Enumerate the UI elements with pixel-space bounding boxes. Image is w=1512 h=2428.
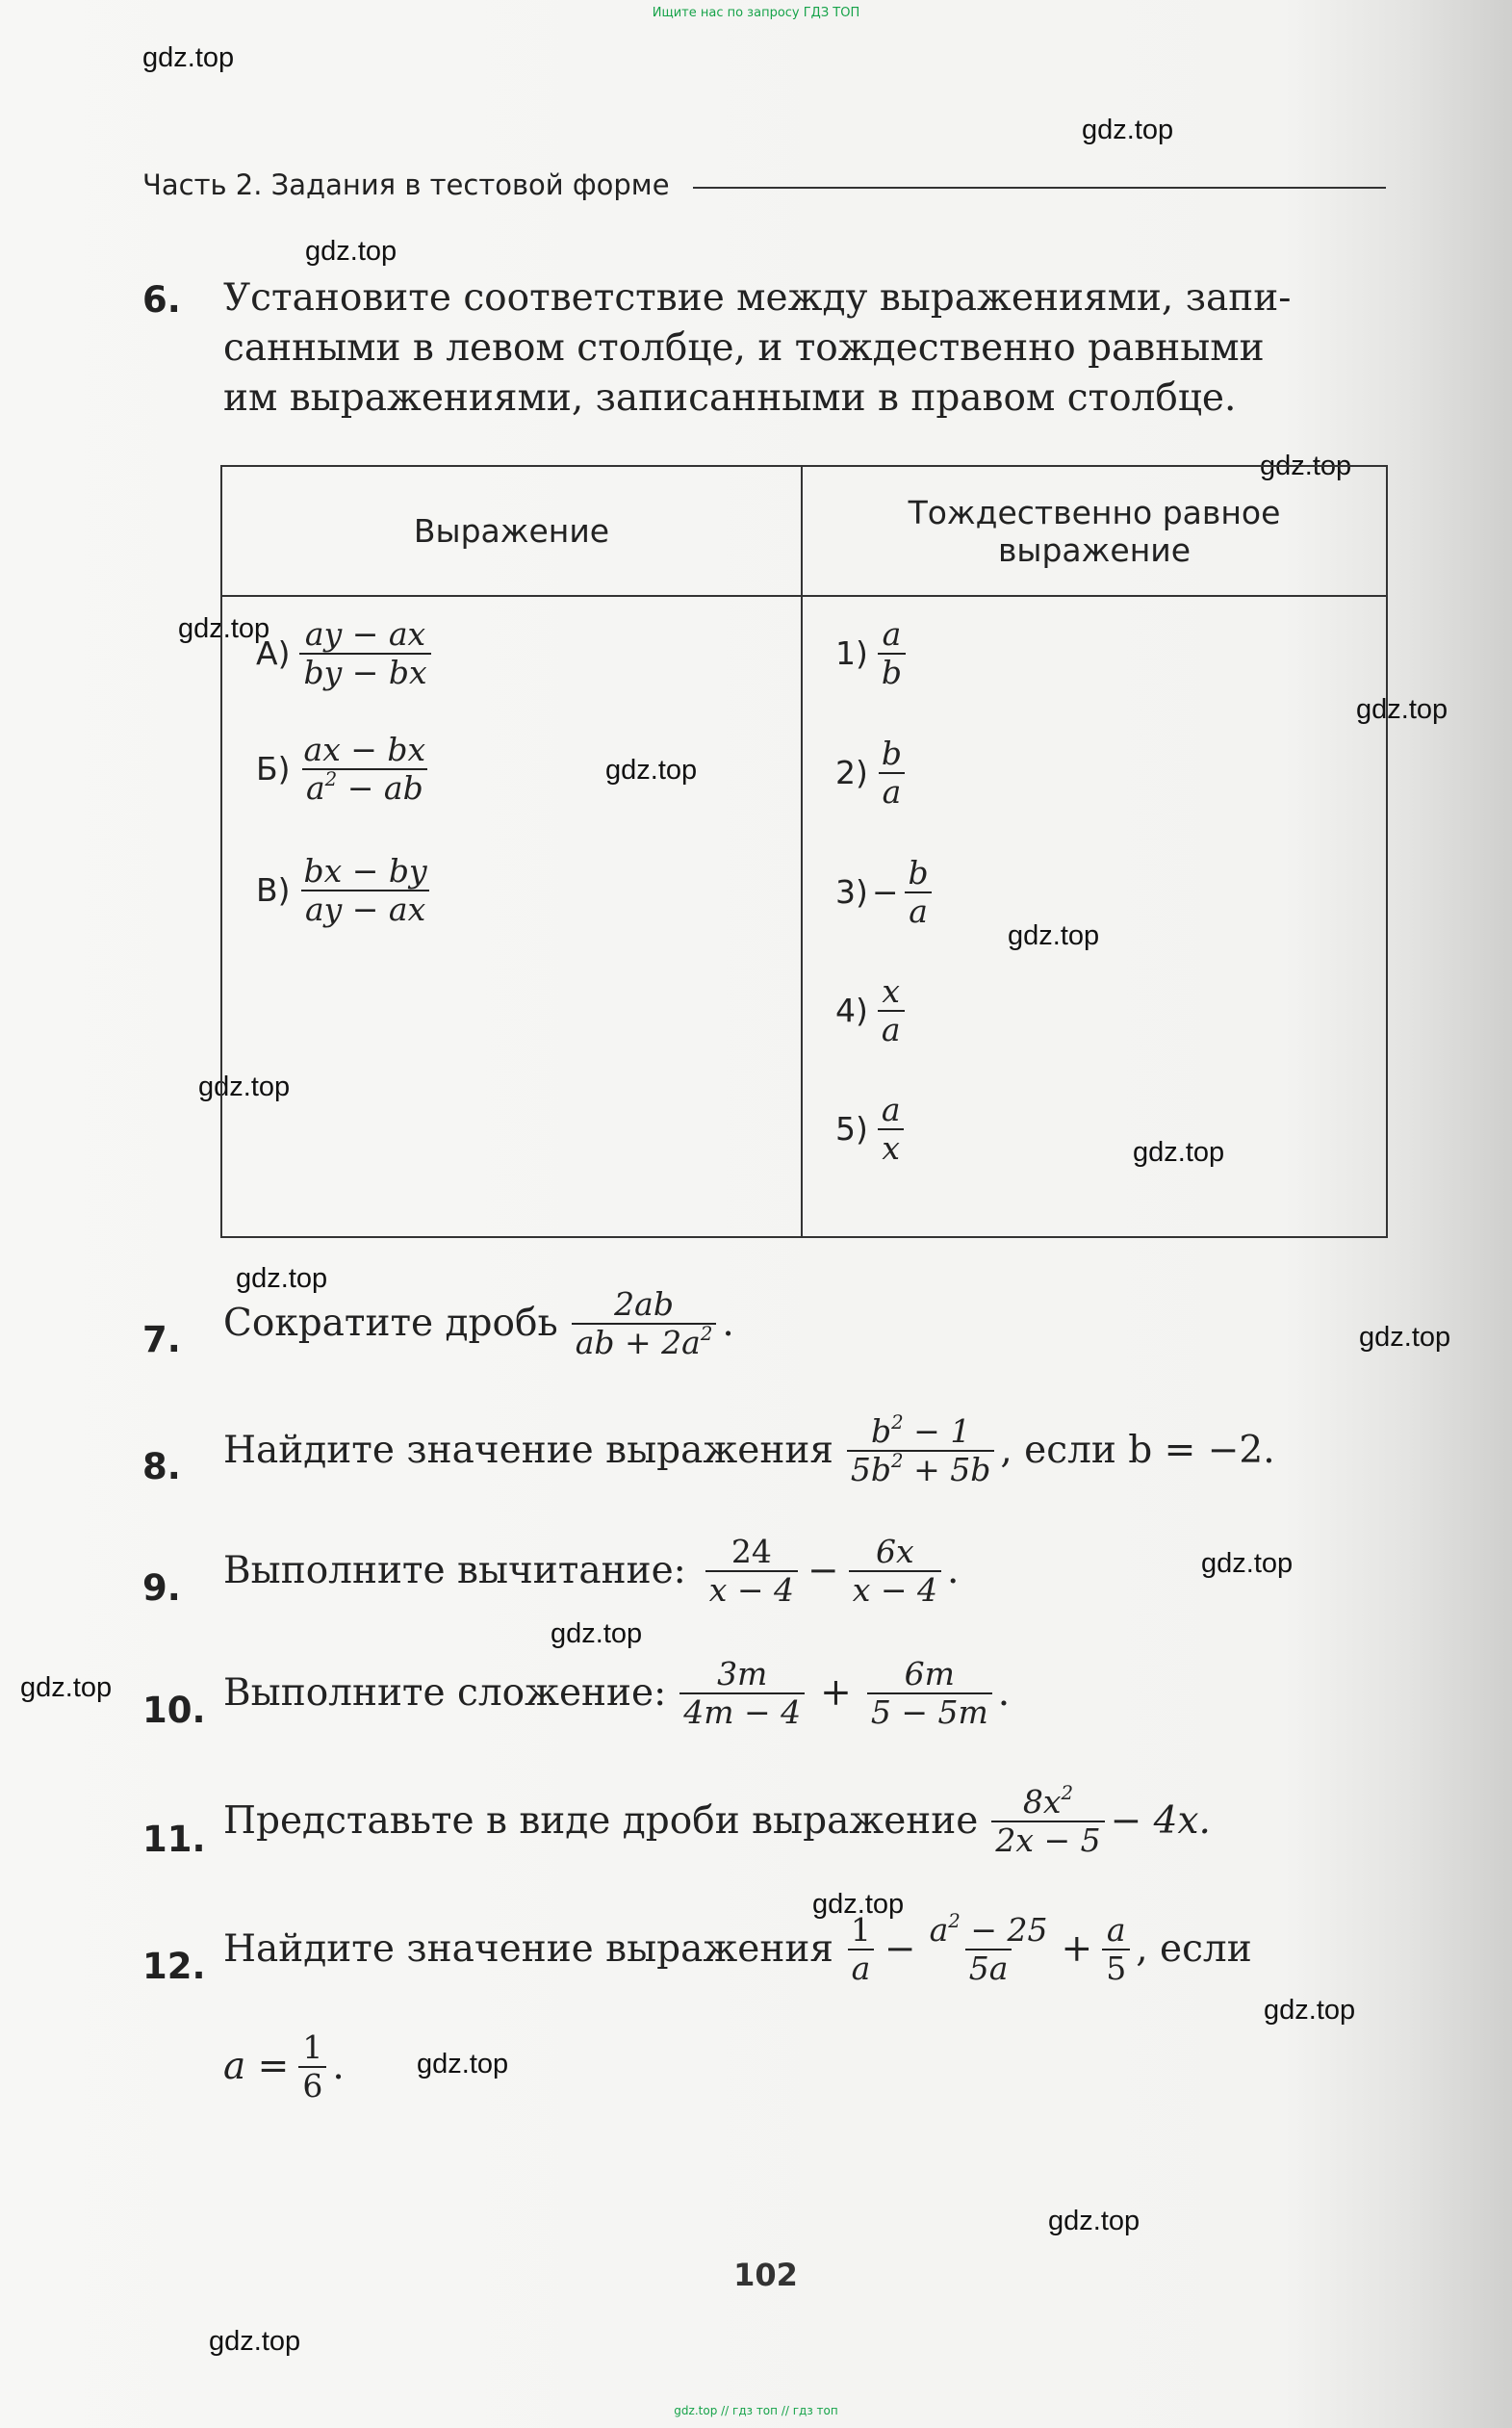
watermark: gdz.top [142,42,235,73]
watermark: gdz.top [1264,1995,1356,2026]
watermark: gdz.top [605,755,698,786]
right-item-4: 4) $\frac{x}{a}$ [835,973,910,1048]
left-item-v: В) $\frac{bx - by}{ay - ax}$ [256,853,437,928]
right-column [802,596,1387,1237]
right-item-1: 1) $\frac{a}{b}$ [835,616,911,691]
fraction: $\frac{1}{a}$ [847,1912,875,1987]
task11: Представьте в виде дроби выражение $\frac{8x^2}{2x - 5}$ − 4x. [223,1782,1211,1859]
task-number: 6. [142,279,181,321]
bottom-banner: gdz.top // гдз топ // гдз топ [674,2404,838,2417]
task-number: 7. [142,1319,181,1360]
task10: Выполните сложение: $\frac{3m}{4m - 4}$ + $\frac{6m}{5 - 5m}$ . [223,1655,1011,1731]
task-number: 10. [142,1690,206,1731]
header-rule [693,187,1386,189]
fraction: $\frac{a^2 - 25}{5a}$ [929,1910,1048,1987]
watermark: gdz.top [417,2049,509,2079]
task-number: 11. [142,1819,206,1860]
section-title: Часть 2. Задания в тестовой форме [142,168,670,201]
top-banner: Ищите нас по запросу ГДЗ ТОП [652,6,860,20]
fraction: $\frac{1}{6}$ [298,2029,326,2105]
left-column [221,596,802,1237]
fraction: $\frac{bx - by}{ay - ax}$ [300,853,431,928]
watermark: gdz.top [812,1889,905,1920]
task6-line: Установите соответствие между выражениями, запи- [223,276,1292,320]
task8: Найдите значение выражения $\frac{b^2 - 1}{5b^2 + 5b}$ , если b = −2. [223,1411,1275,1488]
watermark: gdz.top [20,1672,113,1703]
watermark: gdz.top [551,1618,643,1649]
fraction: $\frac{x}{a}$ [878,973,905,1048]
watermark: gdz.top [209,2326,301,2357]
task12-condition: a = $\frac{1}{6}$ . [223,2028,345,2105]
section-header [142,166,1386,204]
fraction: $\frac{ay - ax}{by - bx}$ [299,616,430,691]
fraction: $\frac{24}{x - 4}$ [705,1534,798,1609]
fraction: $\frac{b}{a}$ [905,855,933,930]
column-header-expression: Выражение [221,466,802,596]
watermark: gdz.top [1082,115,1174,145]
column-header-equivalent: Тождественно равное выражение [802,466,1387,596]
task12: Найдите значение выражения $\frac{1}{a}$ − $\frac{a^2 - 25}{5a}$ + $\frac{a}{5}$ , если [223,1910,1252,1987]
task6-text [223,273,1393,424]
fraction: $\frac{2ab}{ab + 2a^2}$ [572,1286,717,1361]
task-number: 12. [142,1946,206,1987]
fraction: $\frac{b}{a}$ [878,736,906,811]
left-item-b: Б) $\frac{ax - bx}{a^2 - ab}$ [256,732,435,807]
fraction: $\frac{8x^2}{2x - 5}$ [991,1784,1104,1859]
watermark: gdz.top [1048,2206,1140,2236]
task6-line: санными в левом столбце, и тождественно равными [223,326,1265,370]
matching-table [220,465,1388,1238]
right-item-5: 5) $\frac{a}{x}$ [835,1092,910,1167]
task-number: 8. [142,1446,181,1487]
watermark: gdz.top [1008,920,1100,951]
task-number: 9. [142,1567,181,1609]
fraction: $\frac{b^2 - 1}{5b^2 + 5b}$ [847,1413,994,1488]
fraction: $\frac{a}{b}$ [878,616,906,691]
watermark: gdz.top [1201,1548,1294,1579]
fraction: $\frac{a}{x}$ [878,1092,905,1167]
watermark: gdz.top [178,613,270,644]
fraction: $\frac{6m}{5 - 5m}$ [867,1656,992,1731]
left-item-a: А) $\frac{ay - ax}{by - bx}$ [256,616,437,691]
watermark: gdz.top [236,1263,328,1294]
watermark: gdz.top [1359,1322,1451,1353]
fraction: $\frac{a}{5}$ [1102,1912,1130,1987]
page-number: 102 [733,2257,798,2293]
fraction: $\frac{ax - bx}{a^2 - ab}$ [303,731,426,807]
fraction: $\frac{3m}{4m - 4}$ [679,1656,805,1731]
task9: Выполните вычитание: $\frac{24}{x - 4}$ − $\frac{6x}{x - 4}$ . [223,1533,960,1609]
task6-line: им выражениями, записанными в правом столбце. [223,376,1237,420]
fraction: $\frac{6x}{x - 4}$ [849,1534,941,1609]
watermark: gdz.top [1133,1137,1225,1168]
right-item-2: 2) $\frac{b}{a}$ [835,736,911,811]
watermark: gdz.top [1356,694,1448,725]
task7: Сократите дробь $\frac{2ab}{ab + 2a^2}$ . [223,1285,734,1361]
watermark: gdz.top [305,236,397,267]
watermark: gdz.top [1260,451,1352,481]
right-item-3: 3) − $\frac{b}{a}$ [835,855,938,930]
watermark: gdz.top [198,1072,291,1102]
